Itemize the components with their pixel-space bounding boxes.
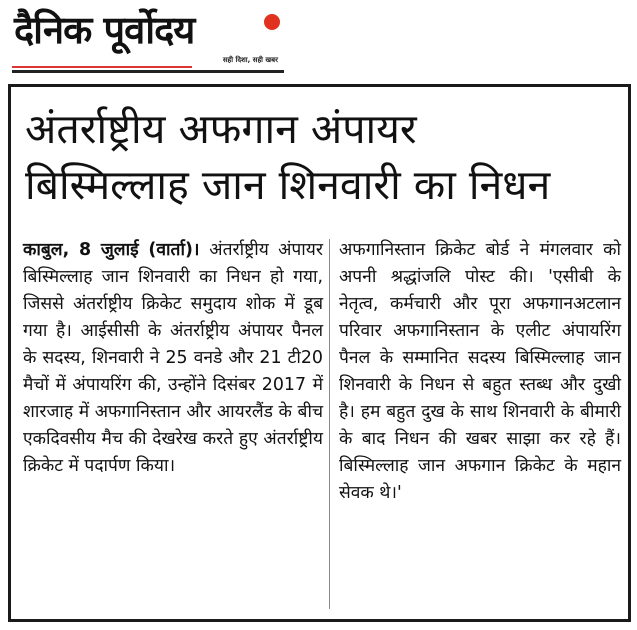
article-body-left: अंतर्राष्ट्रीय अंपायर बिस्मिल्लाह जान शिनवारी का निधन हो गया, जिससे अंतर्राष्ट्रीय क्रिकेट समुदाय शोक में डूब गया है। आईसीसी के अंतर्राष्ट्रीय अंपायर पैनल के सदस्य, शिनवारी ने 25 वनडे और 21 टी20 मैचों में अंपायरिंग की, उन्होंने दिसंबर 2017 में शारजाह में अफगानिस्तान और आयरलैंड के बीच एकदिवसीय मैच की देखरेख करते हुए अंतर्राष्ट्रीय क्रिकेट में पदार्पण किया। — [23, 240, 323, 476]
article-body-right: अफगानिस्तान क्रिकेट बोर्ड ने मंगलवार को अपनी श्रद्धांजलि पोस्ट की। 'एसीबी के नेतृत्व, कर्मचारी और पूरा अफगानअटलान परिवार अफगानिस्तान के एलीट अंपायरिंग पैनल के सम्मानित सदस्य बिस्मिल्लाह जान शिनवारी के निधन से बहुत स्तब्ध और दुखी है। हम बहुत दुख के साथ शिनवारी के बीमारी के बाद निधन की खबर साझा कर रहे हैं। बिस्मिल्लाह जान अफगान क्रिकेट के महान सेवक थे।' — [339, 240, 621, 503]
newspaper-tagline: सही दिशा, सही खबर — [222, 56, 278, 64]
news-article — [8, 84, 631, 622]
logo-dot-icon — [264, 14, 280, 30]
column-divider — [329, 239, 330, 609]
masthead — [12, 4, 286, 72]
masthead-accent-rule — [12, 66, 192, 68]
article-column-left — [23, 237, 323, 480]
article-headline — [25, 101, 621, 213]
masthead-rule — [12, 70, 284, 73]
newspaper-title: दैनिक पूर्वोदय — [14, 8, 195, 52]
headline-line-1: अंतर्राष्ट्रीय अफगान अंपायर — [25, 105, 417, 153]
dateline: काबुल, 8 जुलाई (वार्ता)। — [23, 240, 210, 260]
headline-line-2: बिस्मिल्लाह जान शिनवारी का निधन — [25, 161, 551, 209]
article-column-right — [339, 237, 621, 507]
